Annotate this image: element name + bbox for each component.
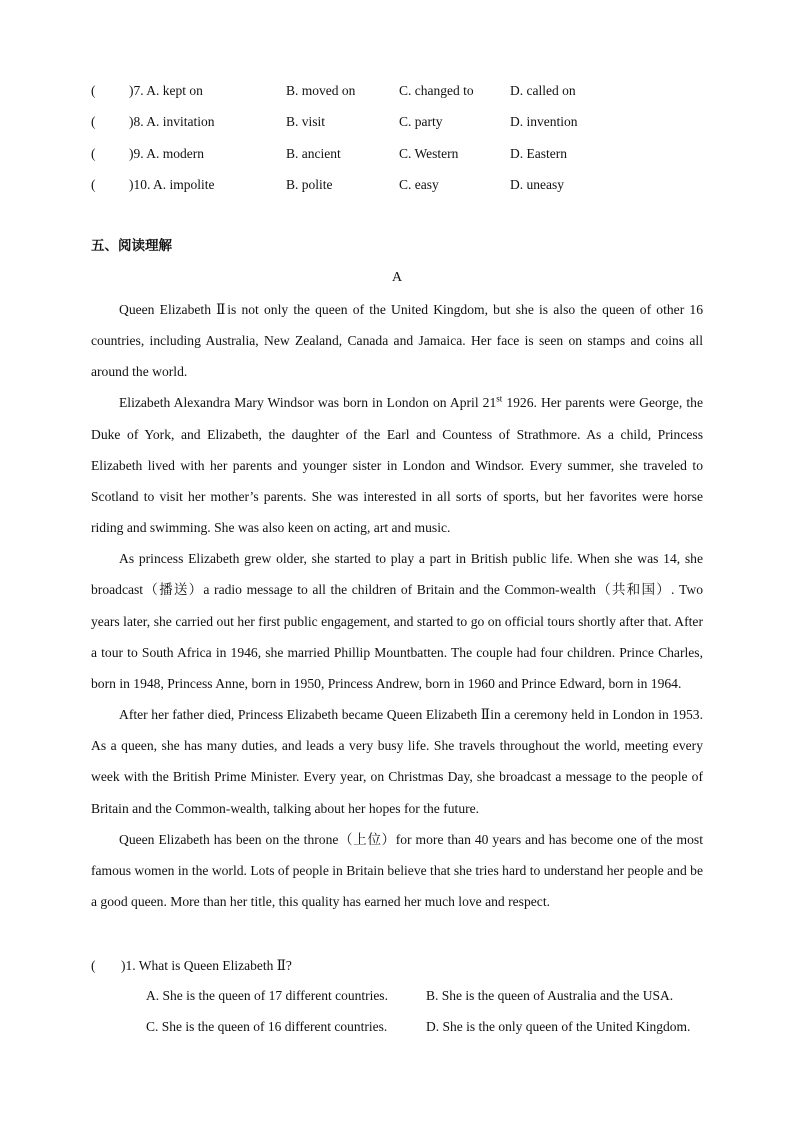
- option-a: )7. A. kept on: [129, 83, 203, 98]
- option-a: )9. A. modern: [129, 146, 204, 161]
- option-d: D. invention: [510, 114, 578, 129]
- option-c: C. easy: [399, 177, 439, 192]
- paragraph-3: As princess Elizabeth grew older, she started to play a part in British public life. When she was 14, she broadcast（播送）a radio message to all the children of Britain and the Common-wealth（共和国）. Two years later, she carried out her first public engagement, and started to go on official tours shortly after that. After a tour to South Africa in 1946, she married Phillip Mountbatten. The couple had four children. Prince Charles, born in 1948, Princess Anne, born in 1950, Princess Andrew, born in 1960 and Prince Edward, born in 1964.: [91, 551, 703, 691]
- paragraph-4: After her father died, Princess Elizabeth became Queen Elizabeth Ⅱin a ceremony held in London in 1953. As a queen, she has many duties, and leads a very busy life. She travels throughout the world, meeting every week with the British Prime Minister. Every year, on Christmas Day, she broadcast a message to the people of Britain and the Common-wealth, talking about her hopes for the future.: [91, 707, 703, 816]
- option-c: C. Western: [399, 146, 459, 161]
- paragraph-1: Queen Elizabeth Ⅱis not only the queen of the United Kingdom, but she is also the queen of other 16 countries, including Australia, New Zealand, Canada and Jamaica. Her face is seen on stamps and coins all around the world.: [91, 302, 703, 380]
- option-d: D. Eastern: [510, 146, 567, 161]
- option-d: D. called on: [510, 83, 576, 98]
- option-a: )10. A. impolite: [129, 177, 215, 192]
- option-a: )8. A. invitation: [129, 114, 215, 129]
- question-text: )1. What is Queen Elizabeth Ⅱ?: [121, 958, 292, 973]
- question-1-option-a: A. She is the queen of 17 different countries.: [146, 988, 388, 1003]
- paragraph-2-start: Elizabeth Alexandra Mary Windsor was born in London on April 21: [119, 395, 497, 411]
- option-b: B. moved on: [286, 83, 356, 98]
- option-b: B. polite: [286, 177, 333, 192]
- paragraph-5: Queen Elizabeth has been on the throne（上位）for more than 40 years and has become one of the most famous women in the world. Lots of people in Britain believe that she tries hard to understand her people and be a good queen. More than her title, this quality has earned her much love and respect.: [91, 831, 703, 909]
- question-1-option-d: D. She is the only queen of the United Kingdom.: [426, 1019, 691, 1034]
- section-title: 五、阅读理解: [91, 238, 172, 254]
- question-1-option-b: B. She is the queen of Australia and the USA.: [426, 988, 674, 1003]
- option-d: D. uneasy: [510, 177, 564, 192]
- question-1-option-c: C. She is the queen of 16 different countries.: [146, 1019, 388, 1034]
- reading-passage: [91, 294, 703, 917]
- answer-paren: (: [91, 958, 96, 973]
- ordinal-suffix: st: [496, 393, 503, 404]
- paragraph-2: [91, 387, 703, 543]
- answer-paren: (: [91, 177, 96, 192]
- option-c: C. party: [399, 114, 443, 129]
- option-b: B. ancient: [286, 146, 341, 161]
- passage-title: A: [391, 270, 403, 285]
- paragraph-2-rest: 1926. Her parents were George, the Duke of York, and Elizabeth, the daughter of the Earl and Countess of Strathmore. As a child, Princess Elizabeth lived with her parents and younger sister in London and Windsor. Every summer, she traveled to Scotland to visit her mother’s parents. She was interested in all sorts of sports, but her favorites were horse riding and swimming. She was also keen on acting, art and music.: [91, 395, 703, 536]
- option-b: B. visit: [286, 114, 326, 129]
- answer-paren: (: [91, 83, 96, 98]
- answer-paren: (: [91, 146, 96, 161]
- option-c: C. changed to: [399, 83, 474, 98]
- answer-paren: (: [91, 114, 96, 129]
